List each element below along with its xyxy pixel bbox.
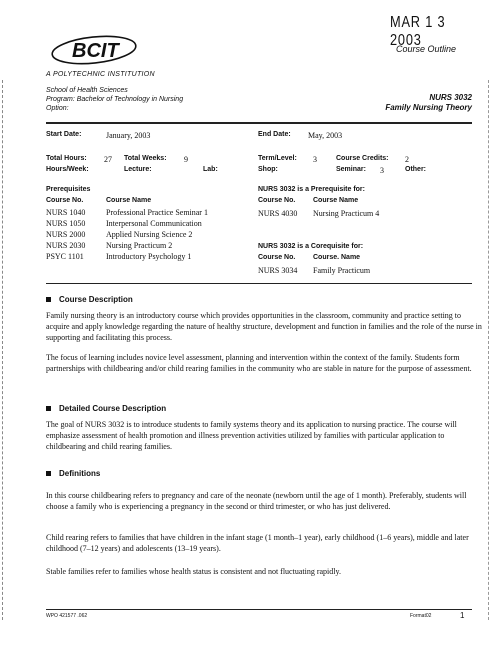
term-level-value: 3: [313, 155, 317, 164]
footer-rule: [46, 609, 472, 610]
school-line: School of Health Sciences: [46, 87, 128, 94]
prereq-for-course-no: NURS 4030: [258, 209, 298, 218]
course-description-p1: Family nursing theory is an introductory course which provides opportunities in the classroom, community and practice setting to acquire and apply knowledge regarding the nature of healthy structure, development and function in families and the role of the nurse in supporting and facilitating this process.: [46, 311, 482, 342]
footer-doc-id: WPO 421577 .062: [46, 613, 88, 619]
prereq-col-name: Course Name: [106, 197, 152, 204]
course-credits-value: 2: [405, 155, 409, 164]
other-label: Other:: [405, 166, 426, 173]
coreq-course-no: NURS 3034: [258, 266, 298, 275]
course-description-heading: [46, 295, 133, 304]
start-date-label: Start Date:: [46, 131, 82, 138]
coreq-course-name: Family Practicum: [313, 266, 371, 275]
prereq-course-no: NURS 2030: [46, 241, 86, 250]
seminar-value: 3: [380, 166, 384, 175]
prereq-course-name: Introductory Psychology 1: [106, 252, 192, 261]
page-number: 1: [460, 611, 465, 620]
course-description-p2: The focus of learning includes novice level assessment, planning and intervention within the context of the family. Students form partnerships with childbearing and/or child rearing families in the community who are stable in nature for the purpose of assessment.: [46, 353, 472, 373]
prereq-row: [46, 230, 208, 241]
prereq-heading: Prerequisites: [46, 186, 91, 193]
lab-label: Lab:: [203, 166, 218, 173]
bullet-icon: [46, 406, 51, 411]
total-weeks-value: 9: [184, 155, 188, 164]
detailed-description-heading: [46, 404, 166, 413]
prereq-course-name: Nursing Practicum 2: [106, 241, 173, 250]
lecture-label: Lecture:: [124, 166, 152, 173]
total-hours-label: Total Hours:: [46, 155, 87, 162]
logo-text: BCIT: [72, 40, 119, 62]
prereq-course-name: Interpersonal Communication: [106, 219, 202, 228]
prereq-list: [46, 208, 208, 263]
prereq-course-no: NURS 1050: [46, 219, 86, 228]
prereq-course-no: PSYC 1101: [46, 252, 84, 261]
prereq-course-no: NURS 2000: [46, 230, 86, 239]
prereq-row: [46, 241, 208, 252]
definitions-p2: Child rearing refers to families that have children in the infant stage (1 month–1 year), early childhood (1–6 years), middle and later childhood (7–12 years) and adolescents (13–19 years).: [46, 533, 469, 553]
prereq-row: [46, 219, 208, 230]
date-stamp: MAR 1 3 2003: [390, 14, 446, 49]
definitions-title: Definitions: [59, 469, 101, 478]
total-weeks-label: Total Weeks:: [124, 155, 167, 162]
hours-week-label: Hours/Week:: [46, 166, 89, 173]
bullet-icon: [46, 297, 51, 302]
prereq-course-name: Professional Practice Seminar 1: [106, 208, 208, 217]
definitions-p3: Stable families refer to families whose health status is consistent and not fluctuating rapidly.: [46, 567, 341, 576]
start-date-value: January, 2003: [106, 131, 151, 140]
prereq-for-heading: NURS 3032 is a Prerequisite for:: [258, 186, 365, 193]
course-description-title: Course Description: [59, 295, 133, 304]
term-level-label: Term/Level:: [258, 155, 297, 162]
prereq-for-course-name: Nursing Practicum 4: [313, 209, 380, 218]
program-line: Program: Bachelor of Technology in Nursing: [46, 96, 184, 103]
prereq-row: [46, 252, 208, 263]
prereq-course-no: NURS 1040: [46, 208, 86, 217]
coreq-col-no: Course No.: [258, 254, 296, 261]
option-line: Option:: [46, 105, 69, 112]
prereq-col-no: Course No.: [46, 197, 84, 204]
prereq-for-col-no: Course No.: [258, 197, 296, 204]
section-rule: [46, 283, 472, 284]
definitions-heading: [46, 469, 100, 478]
prereq-for-row: [258, 209, 379, 218]
definitions-p1: In this course childbearing refers to pregnancy and care of the neonate (newborn until the age of 1 month). Preferably, students will choose a family who is experiencing a pregnancy in the second or third trimester, or who has just delivered.: [46, 491, 467, 511]
seminar-label: Seminar:: [336, 166, 366, 173]
course-title: Family Nursing Theory: [385, 103, 472, 112]
footer-format: Format02: [410, 613, 432, 619]
institution-tag: A POLYTECHNIC INSTITUTION: [46, 71, 155, 78]
course-credits-label: Course Credits:: [336, 155, 389, 162]
header-rule: [46, 122, 472, 124]
coreq-col-name: Course. Name: [313, 254, 361, 261]
scan-edge-right: [488, 80, 490, 620]
scan-edge-left: [2, 80, 4, 620]
prereq-for-col-name: Course Name: [313, 197, 359, 204]
bullet-icon: [46, 471, 51, 476]
prereq-row: [46, 208, 208, 219]
end-date-label: End Date:: [258, 131, 291, 138]
prereq-course-name: Applied Nursing Science 2: [106, 230, 193, 239]
detailed-description-p1: The goal of NURS 3032 is to introduce students to family systems theory and its application to nursing practice. The course will emphasize assessment of health promotion and illness prevention activities utilized by families with particular application to childbearing and child rearing families.: [46, 420, 457, 451]
shop-label: Shop:: [258, 166, 278, 173]
total-hours-value: 27: [104, 155, 112, 164]
coreq-row: [258, 266, 370, 275]
doc-type: Course Outline: [396, 44, 457, 54]
course-code: NURS 3032: [429, 93, 472, 102]
coreq-heading: NURS 3032 is a Corequisite for:: [258, 243, 364, 250]
detailed-description-title: Detailed Course Description: [59, 404, 167, 413]
bcit-logo: [46, 30, 156, 70]
end-date-value: May, 2003: [308, 131, 343, 140]
